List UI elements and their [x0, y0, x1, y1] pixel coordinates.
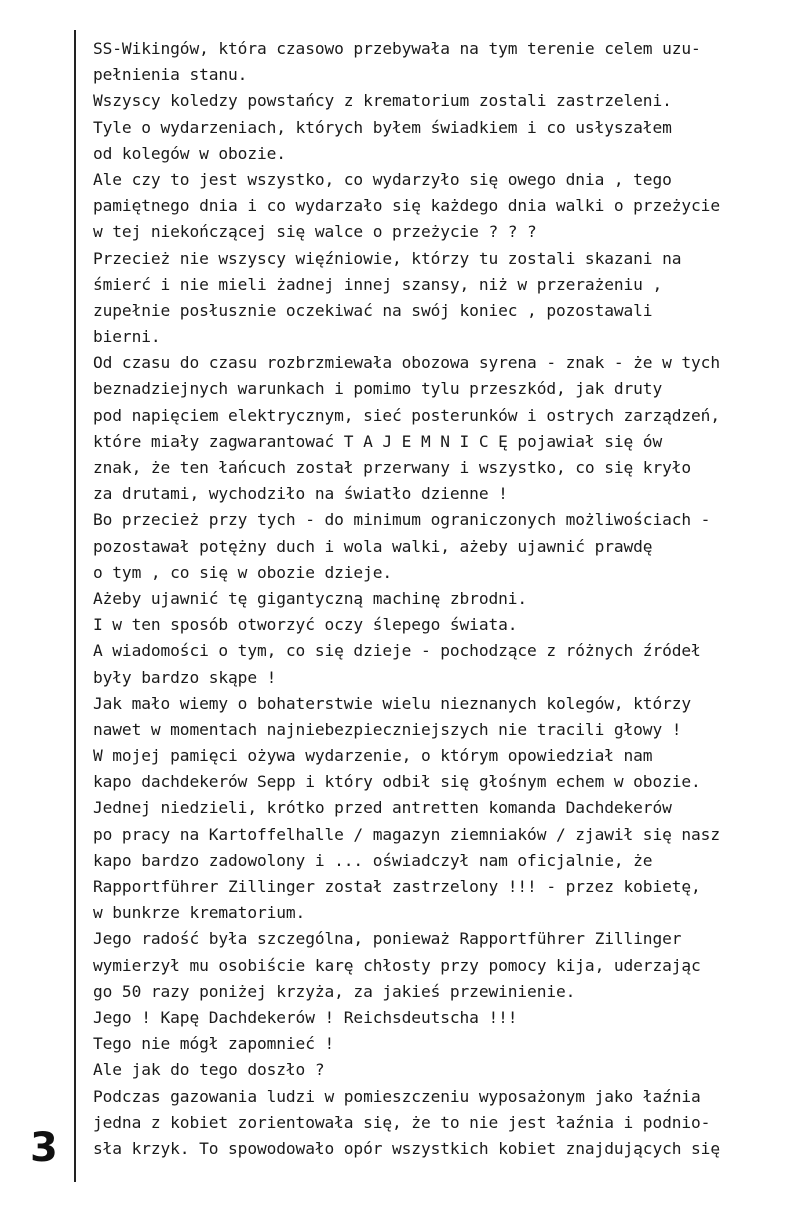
- text-line: Podczas gazowania ludzi w pomieszczeniu wyposażonym jako łaźnia: [93, 1086, 701, 1106]
- text-line: kapo dachdekerów Sepp i który odbił się głośnym echem w obozie.: [93, 772, 701, 792]
- text-line: Tego nie mógł zapomnieć !: [93, 1034, 335, 1054]
- text-line: sła krzyk. To spowodowało opór wszystkich kobiet znajdujących się: [93, 1138, 720, 1158]
- text-line: pełnienia stanu.: [93, 65, 248, 85]
- text-line: bierni.: [93, 327, 161, 347]
- text-line: SS-Wikingów, która czasowo przebywała na tym terenie celem uzu-: [93, 39, 701, 58]
- text-line: po pracy na Kartoffelhalle / magazyn ziemniaków / zjawił się nasz: [93, 824, 720, 844]
- typed-text-body: [93, 36, 788, 1162]
- text-line: zupełnie posłusznie oczekiwać na swój koniec , pozostawali: [93, 300, 653, 320]
- text-line: od kolegów w obozie.: [93, 143, 286, 163]
- text-line: W mojej pamięci ożywa wydarzenie, o którym opowiedział nam: [93, 746, 653, 766]
- text-line: beznadziejnych warunkach i pomimo tylu przeszkód, jak druty: [93, 379, 663, 399]
- text-line: Jego radość była szczególna, ponieważ Rapportführer Zillinger: [93, 929, 682, 949]
- page-number: 3: [30, 1125, 58, 1171]
- text-line: go 50 razy poniżej krzyża, za jakieś przewinienie.: [93, 981, 576, 1001]
- text-line: kapo bardzo zadowolony i ... oświadczył nam oficjalnie, że: [93, 850, 653, 870]
- text-line: Ale czy to jest wszystko, co wydarzyło się owego dnia , tego: [93, 169, 672, 189]
- text-line: Wszyscy koledzy powstańcy z krematorium zostali zastrzeleni.: [93, 91, 672, 111]
- text-line: nawet w momentach najniebezpieczniejszych nie tracili głowy !: [93, 719, 682, 739]
- text-line: o tym , co się w obozie dzieje.: [93, 562, 393, 582]
- text-line: I w ten sposób otworzyć oczy ślepego świata.: [93, 615, 518, 635]
- text-line: jedna z kobiet zorientowała się, że to nie jest łaźnia i podnio-: [93, 1112, 711, 1132]
- text-line: Ażeby ujawnić tę gigantyczną machinę zbrodni.: [93, 588, 528, 608]
- text-line: Ale jak do tego doszło ?: [93, 1060, 325, 1080]
- text-line: były bardzo skąpe !: [93, 667, 277, 687]
- text-line: Tyle o wydarzeniach, których byłem świadkiem i co usłyszałem: [93, 117, 672, 137]
- text-line: wymierzył mu osobiście karę chłosty przy pomocy kija, uderzając: [93, 955, 701, 975]
- margin-rule: [74, 30, 76, 1182]
- text-line: które miały zagwarantować T A J E M N I C Ę pojawiał się ów: [93, 431, 663, 451]
- text-line: Bo przecież przy tych - do minimum ograniczonych możliwościach -: [93, 510, 711, 530]
- text-line: w bunkrze krematorium.: [93, 903, 306, 923]
- text-line: A wiadomości o tym, co się dzieje - pochodzące z różnych źródeł: [93, 641, 701, 661]
- text-line: pozostawał potężny duch i wola walki, ażeby ujawnić prawdę: [93, 536, 653, 556]
- text-line: Rapportführer Zillinger został zastrzelony !!! - przez kobietę,: [93, 877, 701, 896]
- text-line: znak, że ten łańcuch został przerwany i wszystko, co się kryło: [93, 458, 692, 477]
- text-line: Przecież nie wszyscy więźniowie, którzy tu zostali skazani na: [93, 248, 682, 268]
- text-line: pod napięciem elektrycznym, sieć posterunków i ostrych zarządzeń,: [93, 405, 720, 425]
- text-line: śmierć i nie mieli żadnej innej szansy, niż w przerażeniu ,: [93, 274, 663, 294]
- text-line: Jego ! Kapę Dachdekerów ! Reichsdeutscha !!!: [93, 1007, 518, 1027]
- text-line: za drutami, wychodziło na światło dzienne !: [93, 484, 508, 504]
- text-line: w tej niekończącej się walce o przeżycie ? ? ?: [93, 222, 537, 242]
- text-line: pamiętnego dnia i co wydarzało się każdego dnia walki o przeżycie: [93, 196, 720, 216]
- text-line: Jak mało wiemy o bohaterstwie wielu nieznanych kolegów, którzy: [93, 693, 692, 713]
- text-line: Od czasu do czasu rozbrzmiewała obozowa syrena - znak - że w tych: [93, 353, 720, 373]
- text-line: Jednej niedzieli, krótko przed antretten komanda Dachdekerów: [93, 798, 672, 818]
